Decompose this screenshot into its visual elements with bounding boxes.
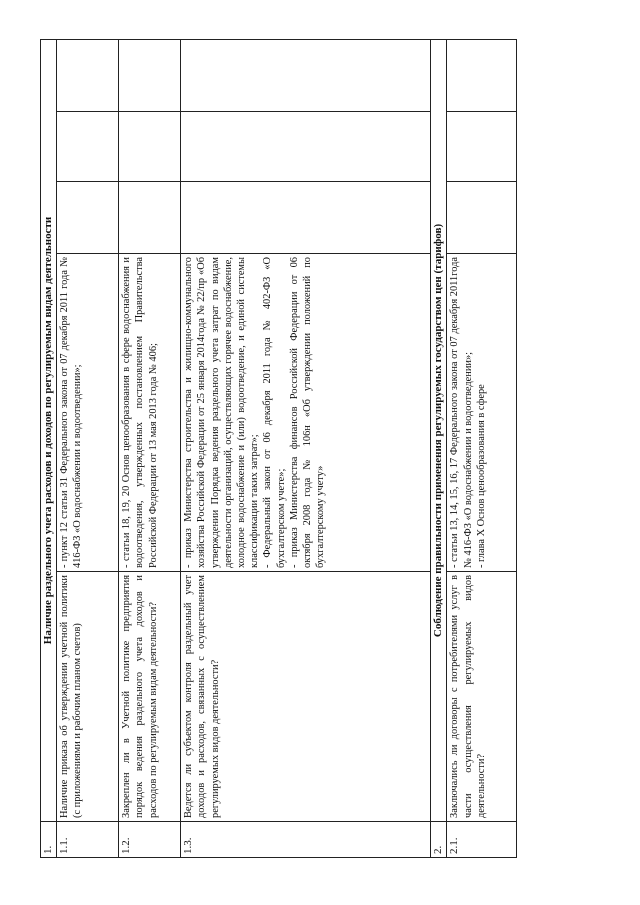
legal-basis-item: - Федеральный закон от 06 декабря 2011 года № 402-ФЗ «О бухгалтерском учете»; xyxy=(262,257,287,568)
answer-cell xyxy=(447,39,517,111)
answer-cell xyxy=(57,112,119,182)
table-row xyxy=(119,39,181,857)
legal-basis-item: - глава X Основ ценообразования в сфере xyxy=(475,384,487,568)
row-number: 2.1. xyxy=(447,822,517,858)
row-question: Закреплен ли в Учетной политике предприятия порядок ведения раздельного учета доходов и расходов по регулируемым видам деятельности? xyxy=(119,572,181,822)
section-title: Наличие раздельного учета расходов и доходов по регулируемым видам деятельности xyxy=(41,39,57,821)
row-legal-basis xyxy=(119,254,181,572)
row-question: Ведется ли субъектом контроля раздельный учет доходов и расходов, связанных с осуществлением регулируемых видов деятельности? xyxy=(181,572,431,822)
legal-basis-item: - статьи 13, 14, 15, 16, 17 Федерального закона от 07 декабря 2011года № 416-ФЗ «О водоснабжении и водоотведении»; xyxy=(449,257,474,568)
section-number: 1. xyxy=(41,822,57,858)
legal-basis-item: - статьи 18, 19, 20 Основ ценообразования в сфере водоснабжения и водоотведения, утвержденных постановлением Правительства Российской Федерации от 13 мая 2013 года № 406; xyxy=(121,257,159,568)
legal-basis-item: - пункт 12 статьи 31 Федерального закона от 07 декабря 2011 года № 416-ФЗ «О водоснабжении и водоотведении»; xyxy=(59,257,84,568)
legal-basis-item: - приказ Министерства строительства и жилищно-коммунального хозяйства Российской Федерации от 25 января 2014года № 22/пр «Об утверждении Порядка ведения раздельного учета затрат по видам деятельности организаций, осуществляющих горячее водоснабжение, холодное водоснабжение и (или) водоотведение, и единой системы классификации таких затрат»; xyxy=(183,257,261,568)
legal-basis-item: - приказ Министерства финансов Российской Федерации от 06 октября 2008 года № 106н «Об утверждении положений по бухгалтерскому учету» xyxy=(288,257,327,568)
answer-cell xyxy=(181,112,431,182)
table-row xyxy=(57,39,119,857)
row-number: 1.1. xyxy=(57,822,119,858)
section-number: 2. xyxy=(431,822,447,858)
rotated-scan-page xyxy=(40,40,608,858)
answer-cell xyxy=(447,112,517,182)
row-number: 1.3. xyxy=(181,822,431,858)
row-number: 1.2. xyxy=(119,822,181,858)
row-question: Наличие приказа об утверждении учетной политики (с приложениями и рабочим планом счетов) xyxy=(57,572,119,822)
answer-cell xyxy=(57,182,119,254)
row-legal-basis xyxy=(57,254,119,572)
section-title: Соблюдение правильности применения регулируемых государством цен (тарифов) xyxy=(431,39,447,821)
answer-cell xyxy=(181,182,431,254)
row-legal-basis xyxy=(181,254,431,572)
table-row xyxy=(447,39,517,857)
row-question: Заключались ли договоры с потребителями услуг в части осуществления регулируемых видов деятельности? xyxy=(447,572,517,822)
answer-cell xyxy=(119,182,181,254)
table-row xyxy=(181,39,431,857)
answer-cell xyxy=(181,39,431,111)
answer-cell xyxy=(447,182,517,254)
answer-cell xyxy=(119,112,181,182)
row-legal-basis xyxy=(447,254,517,572)
section-header-2 xyxy=(431,39,447,857)
section-header-1 xyxy=(41,39,57,857)
answer-cell xyxy=(57,39,119,111)
answer-cell xyxy=(119,39,181,111)
checklist-table xyxy=(40,39,517,858)
